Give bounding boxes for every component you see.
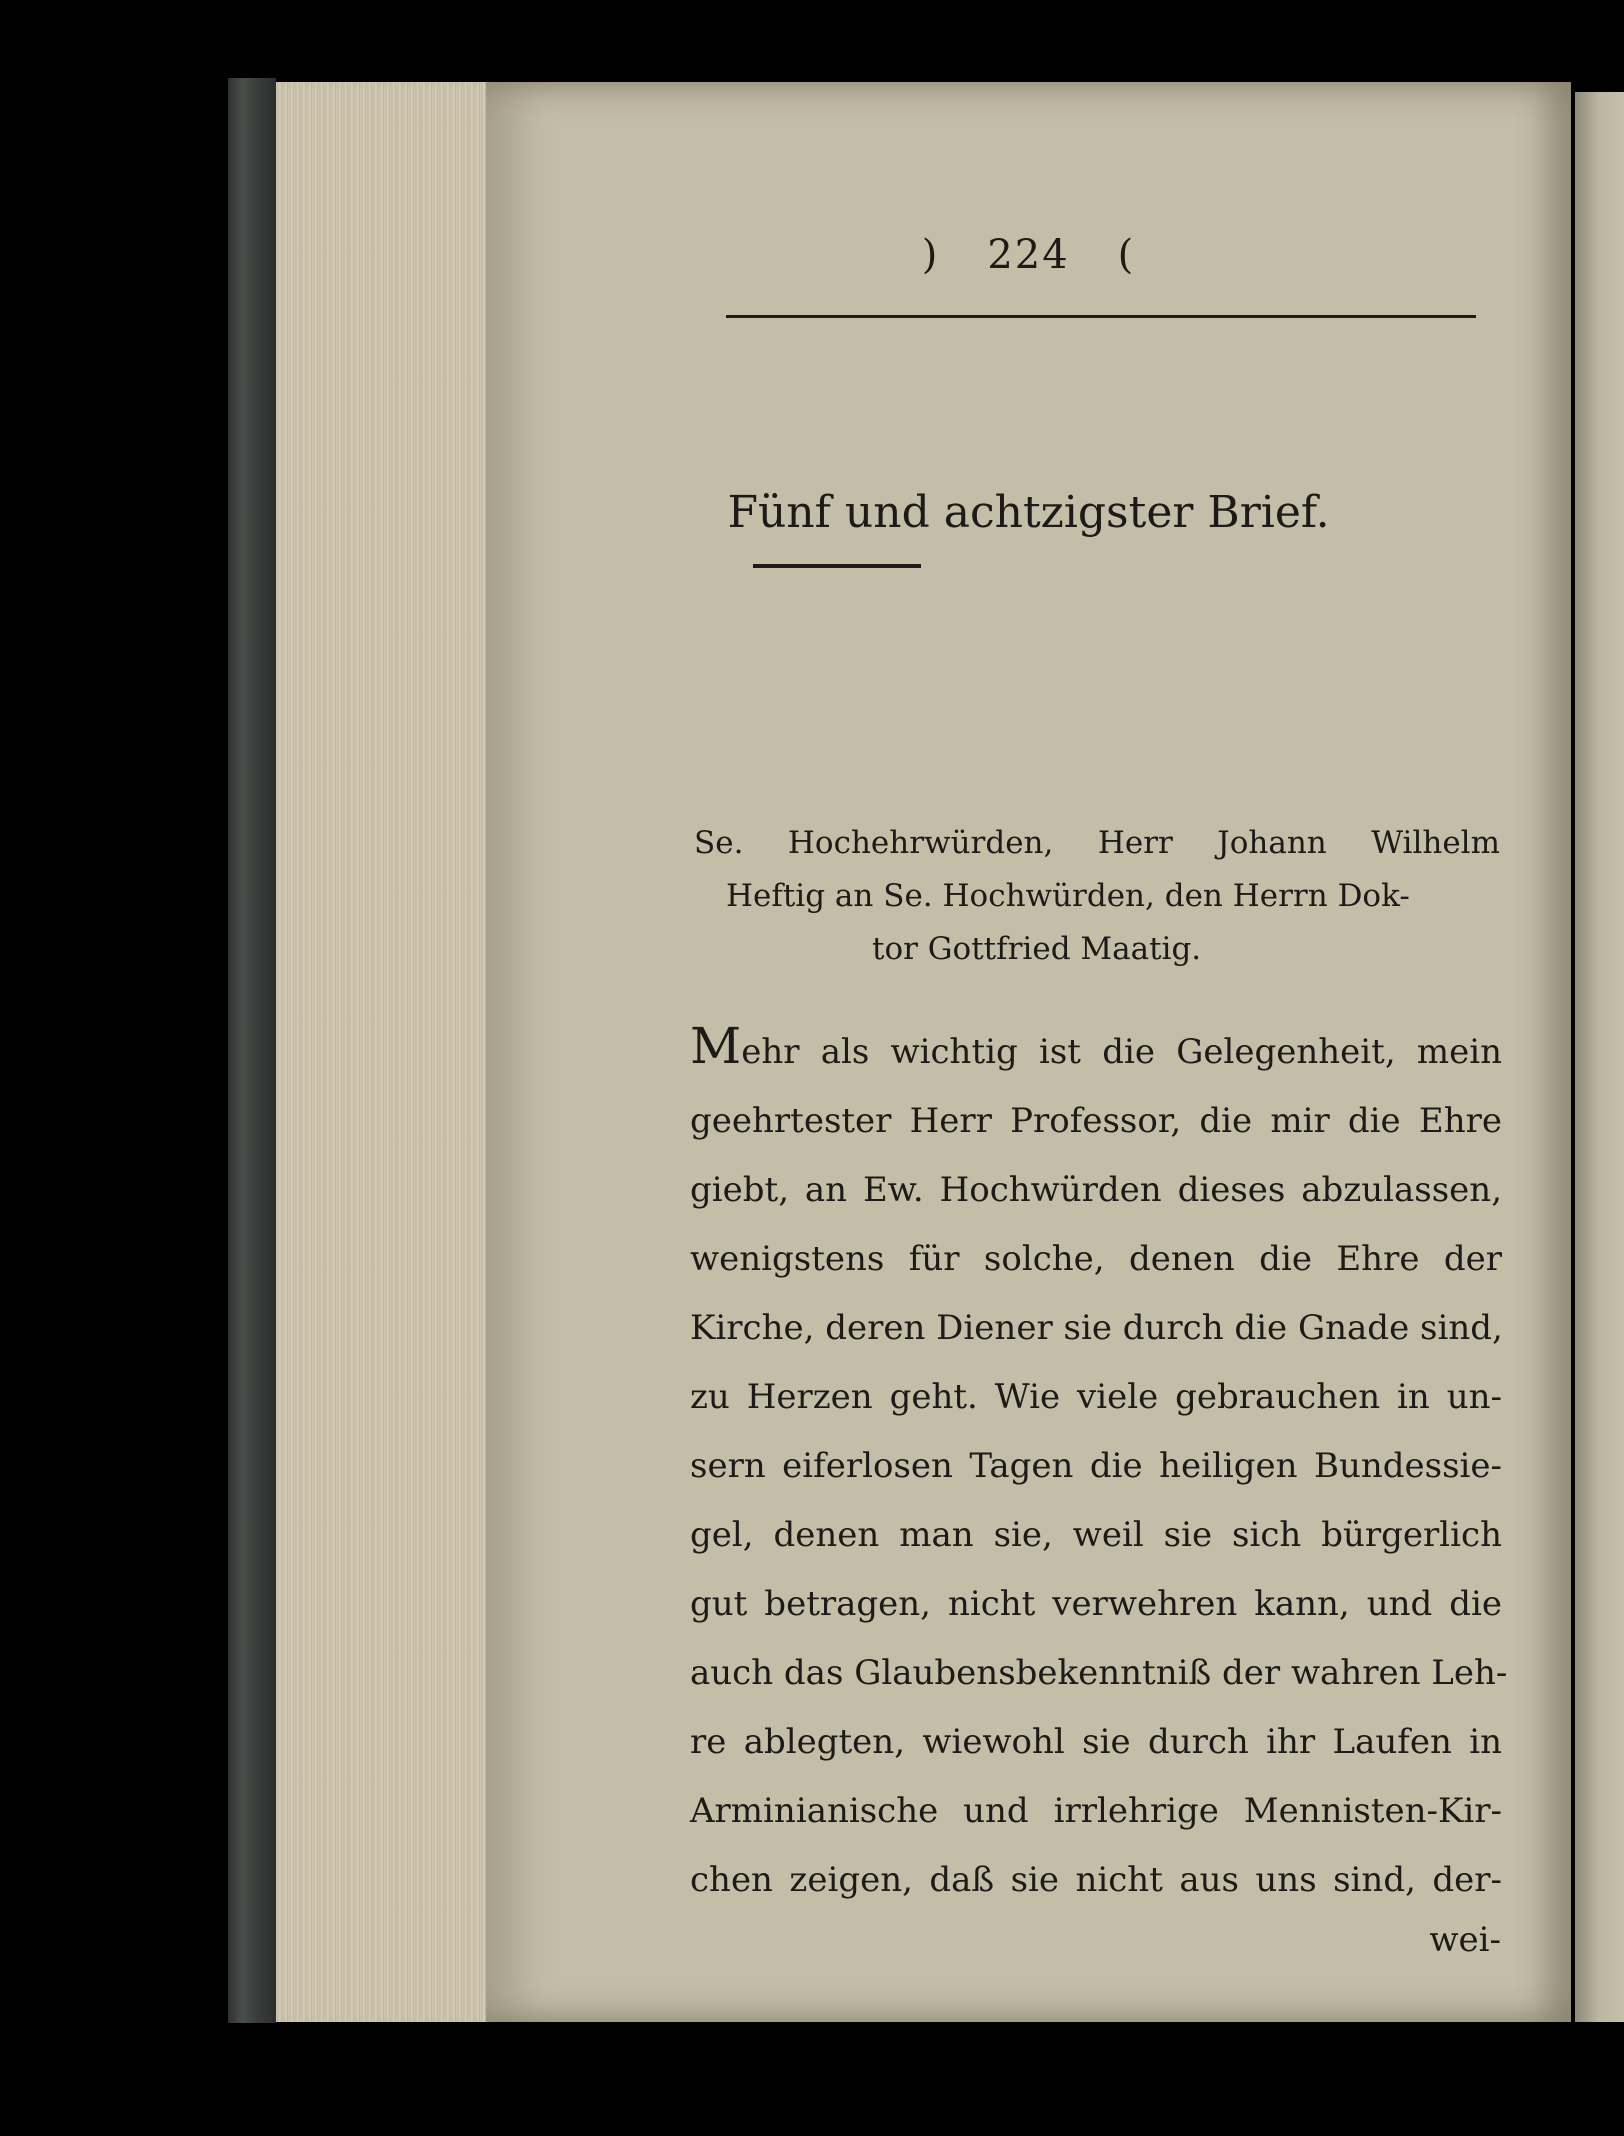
body-line: auch das Glaubensbekenntniß der wahren Leh-: [690, 1653, 1508, 1693]
body-line: Mehr als wichtig ist die Gelegenheit, mein: [690, 1017, 1502, 1075]
body-line: wenigstens für solche, denen die Ehre der: [690, 1239, 1502, 1279]
letter-address: [694, 817, 1500, 976]
header-left-mark: ): [921, 232, 940, 278]
address-line: Se. Hochehrwürden, Herr Johann Wilhelm: [694, 825, 1500, 861]
book-page: [486, 82, 1571, 2022]
header-rule: [726, 315, 1476, 318]
letter-title: Fünf und achtzigster Brief.: [727, 487, 1330, 538]
address-line: tor Gottfried Maatig.: [872, 931, 1202, 967]
book-spine: [228, 78, 276, 2023]
body-line: sern eiferlosen Tagen die heiligen Bundessie-: [690, 1446, 1502, 1486]
page-edges: [276, 82, 486, 2022]
body-line: gut betragen, nicht verwehren kann, und die: [690, 1584, 1502, 1624]
body-line: geehrtester Herr Professor, die mir die Ehre: [690, 1101, 1502, 1141]
title-rule: [753, 564, 921, 568]
body-line: re ablegten, wiewohl sie durch ihr Laufen in: [690, 1722, 1502, 1762]
body-line: zu Herzen geht. Wie viele gebrauchen in un-: [690, 1377, 1502, 1417]
running-header: [486, 232, 1571, 278]
header-right-mark: (: [1117, 232, 1136, 278]
page-number: 224: [987, 232, 1070, 278]
letter-body: [690, 1012, 1508, 1915]
address-line: Heftig an Se. Hochwürden, den Herrn Dok-: [726, 878, 1410, 914]
body-line: chen zeigen, daß sie nicht aus uns sind, der-: [690, 1860, 1502, 1900]
facing-page-edge: [1575, 92, 1624, 2022]
body-line: Arminianische und irrlehrige Mennisten-Kir-: [690, 1791, 1502, 1831]
body-line: Kirche, deren Diener sie durch die Gnade sind,: [690, 1308, 1503, 1348]
catchword: wei-: [1429, 1920, 1501, 1960]
body-line: giebt, an Ew. Hochwürden dieses abzulassen,: [690, 1170, 1502, 1210]
body-line: gel, denen man sie, weil sie sich bürgerlich: [690, 1515, 1502, 1555]
